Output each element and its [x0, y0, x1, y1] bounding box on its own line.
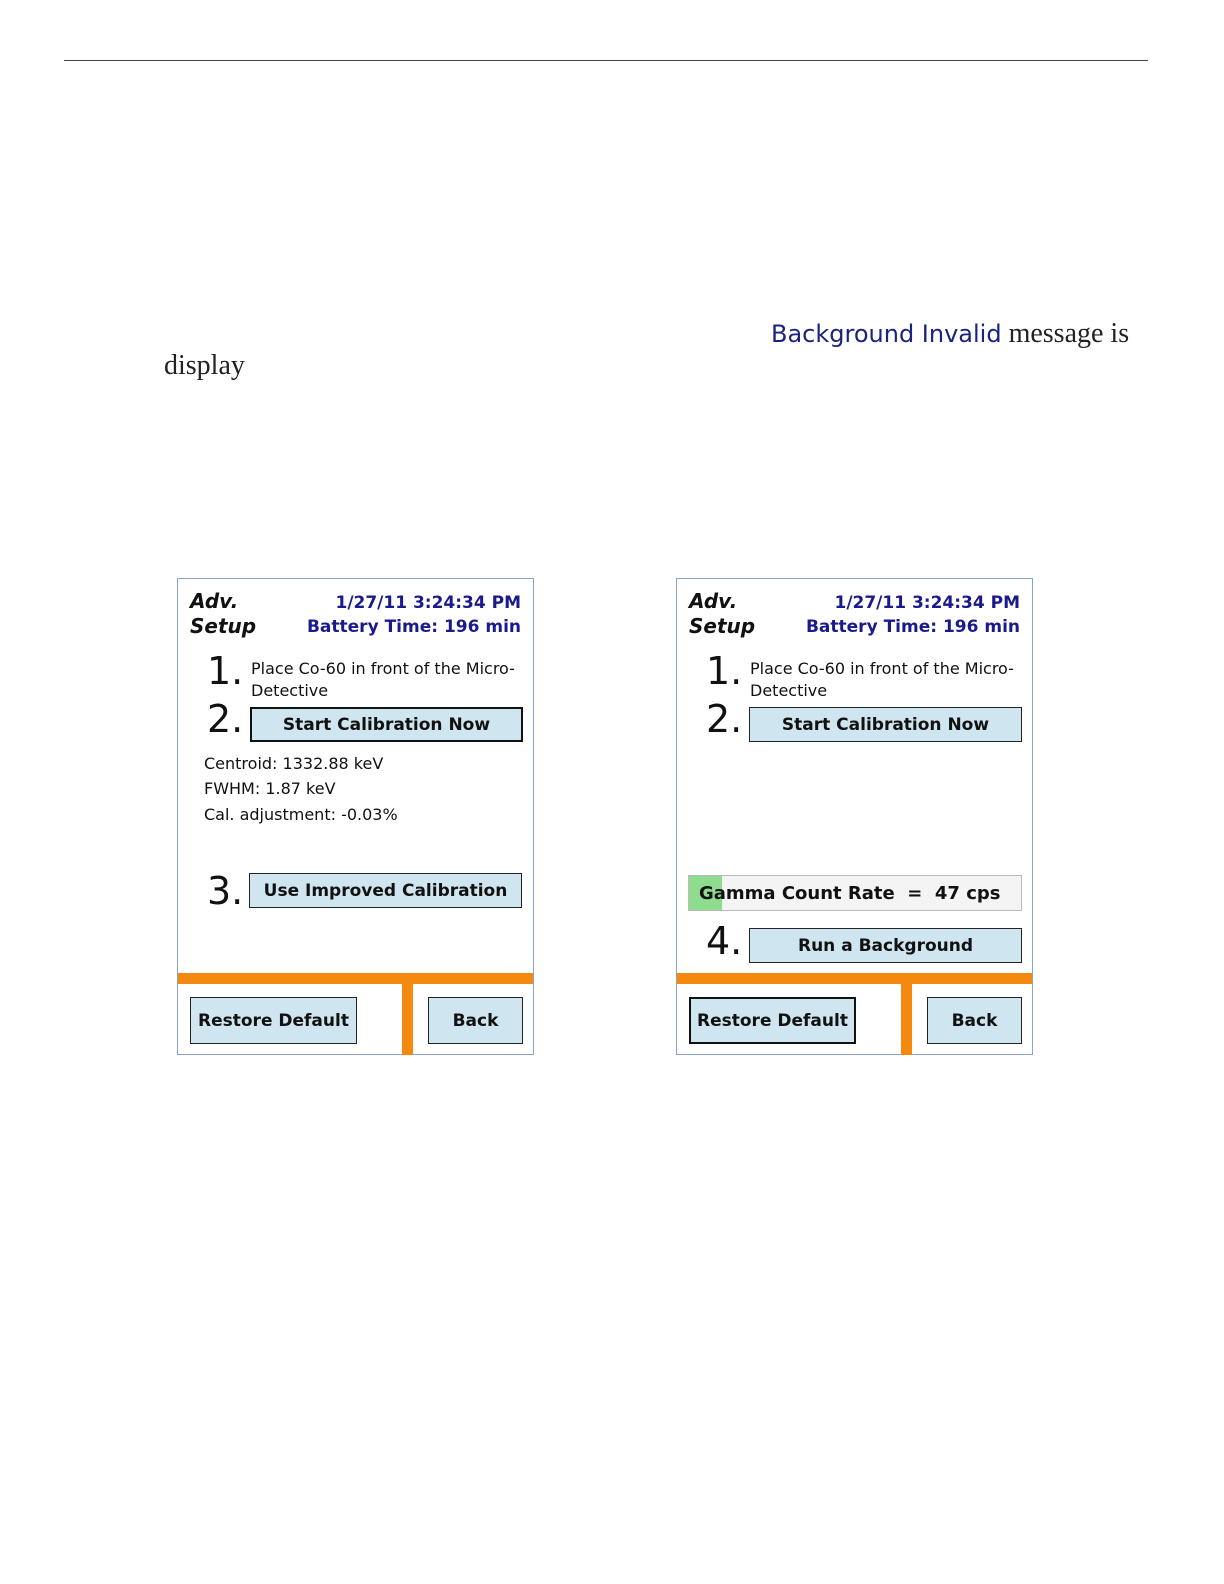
orange-divider-vertical [402, 983, 413, 1055]
paragraph-line-1-suffix: message is [1001, 318, 1130, 349]
fwhm-readout: FWHM: 1.87 keV [204, 779, 336, 798]
step-2-number: 2. [706, 697, 743, 741]
back-button[interactable]: Back [927, 997, 1022, 1044]
header-rule [64, 60, 1148, 61]
step-1-instruction: Place Co-60 in front of the Micro-Detective [251, 659, 515, 700]
step-2-number: 2. [207, 697, 244, 741]
back-button[interactable]: Back [428, 997, 523, 1044]
background-invalid-term: Background Invalid [771, 320, 1002, 348]
cal-adjustment-readout: Cal. adjustment: -0.03% [204, 805, 398, 824]
adv-setup-screen-calibration-result [177, 578, 534, 1055]
orange-divider-horizontal [178, 973, 533, 984]
run-background-button[interactable]: Run a Background [749, 928, 1022, 963]
restore-default-button[interactable]: Restore Default [190, 997, 357, 1044]
start-calibration-button[interactable]: Start Calibration Now [250, 707, 523, 742]
use-improved-calibration-button[interactable]: Use Improved Calibration [249, 873, 522, 908]
step-1-instruction: Place Co-60 in front of the Micro-Detective [750, 659, 1014, 700]
paragraph-line-2: display [164, 350, 245, 381]
orange-divider-vertical [901, 983, 912, 1055]
restore-default-button[interactable]: Restore Default [689, 997, 856, 1044]
datetime: 1/27/11 3:24:34 PM [834, 593, 1020, 613]
step-1-number: 1. [207, 649, 244, 693]
screen-title-setup: Setup [689, 614, 756, 638]
centroid-readout: Centroid: 1332.88 keV [204, 754, 384, 773]
screen-title-adv: Adv. [190, 589, 239, 613]
battery-time: Battery Time: 196 min [805, 617, 1020, 637]
status-header [806, 591, 1020, 639]
adv-setup-screen-gamma-rate [676, 578, 1033, 1055]
status-header [307, 591, 521, 639]
gamma-count-rate-meter [688, 875, 1022, 911]
step-1-number: 1. [706, 649, 743, 693]
step-4-number: 4. [706, 919, 743, 963]
datetime: 1/27/11 3:24:34 PM [335, 593, 521, 613]
screen-title-setup: Setup [190, 614, 257, 638]
battery-time: Battery Time: 196 min [306, 617, 521, 637]
orange-divider-horizontal [677, 973, 1032, 984]
start-calibration-button[interactable]: Start Calibration Now [749, 707, 1022, 742]
screen-title [190, 589, 256, 639]
screen-title-adv: Adv. [689, 589, 738, 613]
step-3-number: 3. [207, 869, 244, 913]
paragraph-line-1 [771, 318, 1129, 350]
gamma-count-rate-label: Gamma Count Rate = 47 cps [699, 882, 1001, 904]
screen-title [689, 589, 755, 639]
